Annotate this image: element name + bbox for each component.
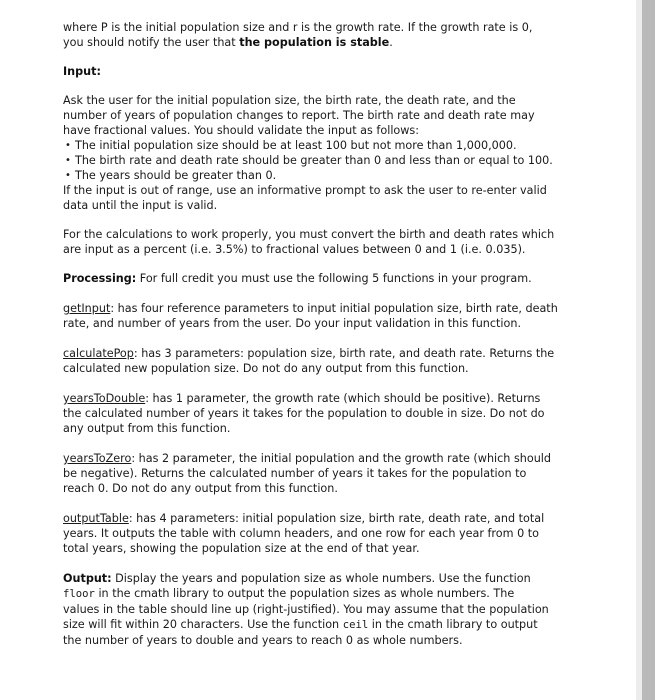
output-heading: Output:: [63, 572, 112, 585]
out-of-range-paragraph: If the input is out of range, use an informative prompt to ask the user to re-enter valid data until the input is valid.: [63, 184, 547, 212]
function-name: calculatePop: [63, 347, 134, 360]
function-name: outputTable: [63, 512, 129, 525]
floor-code: floor: [63, 588, 95, 600]
output-paragraph: Output: Display the years and population size as whole numbers. Use the function floor in the cmath library to output the population sizes as whole numbers. The values in the table should line up (right-justified). You may assume that the population size will fit within 20 characters. Use the function ceil in the cmath library to output the number of years to double and years to reach 0 as whole numbers.: [63, 572, 549, 647]
validation-list: [63, 138, 628, 183]
scrollbar-thumb[interactable]: [642, 0, 655, 700]
conversion-paragraph: For the calculations to work properly, you must convert the birth and death rates which are input as a percent (i.e. 3.5%) to fractional values between 0 and 1 (i.e. 0.035).: [63, 228, 555, 256]
list-item: • The years should be greater than 0.: [63, 168, 628, 183]
intro-paragraph: [63, 20, 628, 50]
intro-line-2c: .: [389, 36, 393, 49]
input-paragraph: Ask the user for the initial population size, the birth rate, the death rate, and the number of years of population changes to report. The birth rate and death rate may have fractional values. You should validate the input as follows:: [63, 94, 535, 137]
input-heading: Input:: [63, 65, 101, 78]
function-name: yearsToZero: [63, 452, 132, 465]
list-item: • The birth rate and death rate should be greater than 0 and less than or equal to 100.: [63, 153, 628, 168]
processing-heading: Processing:: [63, 272, 137, 285]
function-outputtable: outputTable: has 4 parameters: initial population size, birth rate, death rate, and total years. It outputs the table with column headers, and one row for each year from 0 to total years, showing the population size at the end of that year.: [63, 512, 545, 555]
function-yearstozero: yearsToZero: has 2 parameter, the initial population and the growth rate (which should be negative). Returns the calculated number of years it takes for the population to reach 0. Do not do any output from this function.: [63, 452, 552, 495]
list-item: • The initial population size should be at least 100 but not more than 1,000,000.: [63, 138, 628, 153]
function-yearstodouble: yearsToDouble: has 1 parameter, the growth rate (which should be positive). Returns the calculated number of years it takes for the population to double in size. Do not do any output from this function.: [63, 392, 545, 435]
processing-paragraph: Processing: For full credit you must use the following 5 functions in your program.: [63, 272, 532, 285]
intro-line-2-bold: the population is stable: [239, 36, 390, 49]
ceil-code: ceil: [342, 619, 369, 631]
assignment-text: [63, 20, 628, 648]
intro-line-1: where P is the initial population size and r is the growth rate. If the growth rate is 0,: [63, 21, 533, 34]
function-getinput: getInput: has four reference parameters to input initial population size, birth rate, death rate, and number of years from the user. Do your input validation in this function.: [63, 302, 558, 330]
intro-line-2a: you should notify the user that: [63, 36, 240, 49]
function-name: yearsToDouble: [63, 392, 146, 405]
function-calculatepop: calculatePop: has 3 parameters: population size, birth rate, and death rate. Returns the calculated new population size. Do not do any output from this function.: [63, 347, 555, 375]
function-name: getInput: [63, 302, 111, 315]
